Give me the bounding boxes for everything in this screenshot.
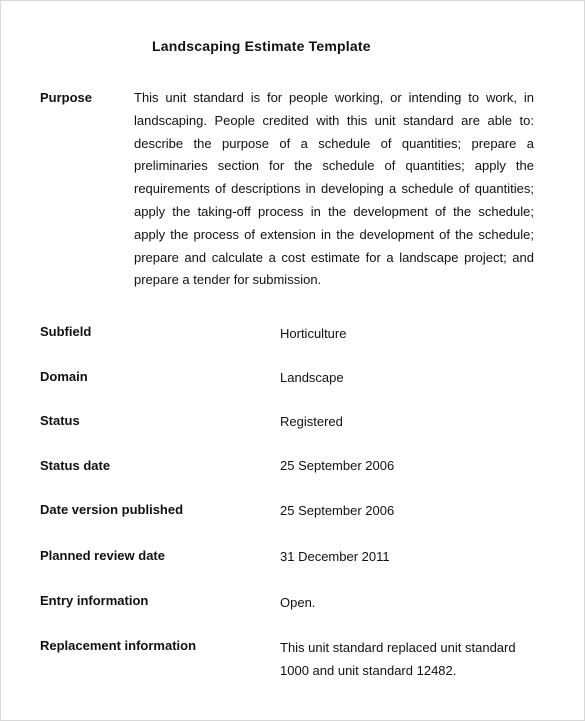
status-date-value: 25 September 2006: [280, 458, 395, 473]
purpose-line: This unit standard is for people working, or intending to work, in: [134, 90, 534, 105]
purpose-line: preliminaries section for the schedule of quantities; apply the: [134, 158, 534, 174]
subfield-value: Horticulture: [280, 326, 347, 341]
purpose-label: Purpose: [40, 90, 93, 105]
status-label: Status: [40, 413, 80, 428]
replacement-information-line: 1000 and unit standard 12482.: [280, 663, 457, 678]
status-value: Registered: [280, 414, 343, 429]
purpose-line: apply the process of extension in the development of the schedule;: [134, 226, 534, 242]
date-version-published-label: Date version published: [40, 502, 184, 517]
page-title: Landscaping Estimate Template: [152, 38, 371, 54]
planned-review-date-label: Planned review date: [40, 548, 165, 563]
status-date-label: Status date: [40, 458, 111, 473]
purpose-line: landscaping. People credited with this unit standard are able to:: [134, 112, 534, 128]
purpose-text: [134, 87, 534, 292]
purpose-line: describe the purpose of a schedule of quantities; prepare a: [134, 135, 534, 151]
replacement-information-line: This unit standard replaced unit standard: [280, 640, 516, 655]
date-version-published-value: 25 September 2006: [280, 503, 395, 518]
domain-label: Domain: [40, 369, 88, 384]
purpose-line: requirements of descriptions in developing a schedule of quantities;: [134, 181, 534, 197]
subfield-label: Subfield: [40, 324, 92, 339]
planned-review-date-value: 31 December 2011: [280, 549, 390, 564]
purpose-line: prepare a tender for submission.: [134, 272, 322, 288]
replacement-information-label: Replacement information: [40, 638, 197, 653]
entry-information-value: Open.: [280, 595, 316, 610]
purpose-line: prepare and calculate a cost estimate for a landscape project; and: [134, 249, 534, 265]
entry-information-label: Entry information: [40, 593, 149, 608]
replacement-information-value: [280, 636, 550, 682]
domain-value: Landscape: [280, 370, 344, 385]
purpose-line: apply the taking-off process in the development of the schedule;: [134, 203, 534, 219]
